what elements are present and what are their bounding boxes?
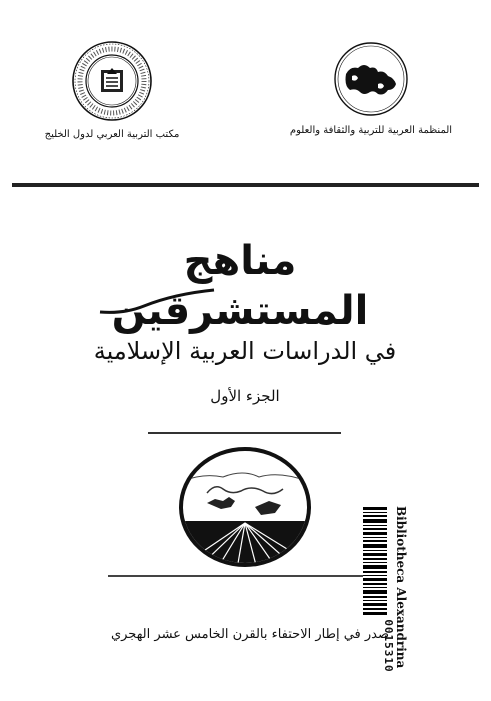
- library-name: Bibliotheca Alexandrina: [394, 506, 408, 669]
- abegs-name: مكتب التربية العربي لدول الخليج: [44, 129, 180, 140]
- landscape-emblem-icon: [177, 445, 313, 569]
- book-subtitle: في الدراسات العربية الإسلامية: [93, 337, 397, 365]
- alecso-map-icon: [332, 40, 410, 118]
- book-title: مناهج المستشرقين: [111, 238, 369, 334]
- barcode-number: 0015310: [382, 619, 395, 673]
- middle-divider: [148, 432, 341, 434]
- alecso-name: المنظمة العربية للتربية والثقافة والعلوم: [289, 125, 453, 136]
- abegs-seal-icon: [71, 40, 153, 122]
- top-divider: [12, 183, 479, 187]
- alecso-block: [281, 40, 461, 138]
- library-barcode-sticker: [363, 505, 421, 673]
- abegs-block: [22, 40, 202, 142]
- volume-label: الجزء الأول: [210, 387, 280, 405]
- library-name-strip: [393, 505, 409, 669]
- lower-divider: [108, 575, 376, 577]
- publication-note: صدر في إطار الاحتفاء بالقرن الخامس عشر الهجري: [110, 627, 390, 642]
- title-swash-decoration: [96, 284, 216, 314]
